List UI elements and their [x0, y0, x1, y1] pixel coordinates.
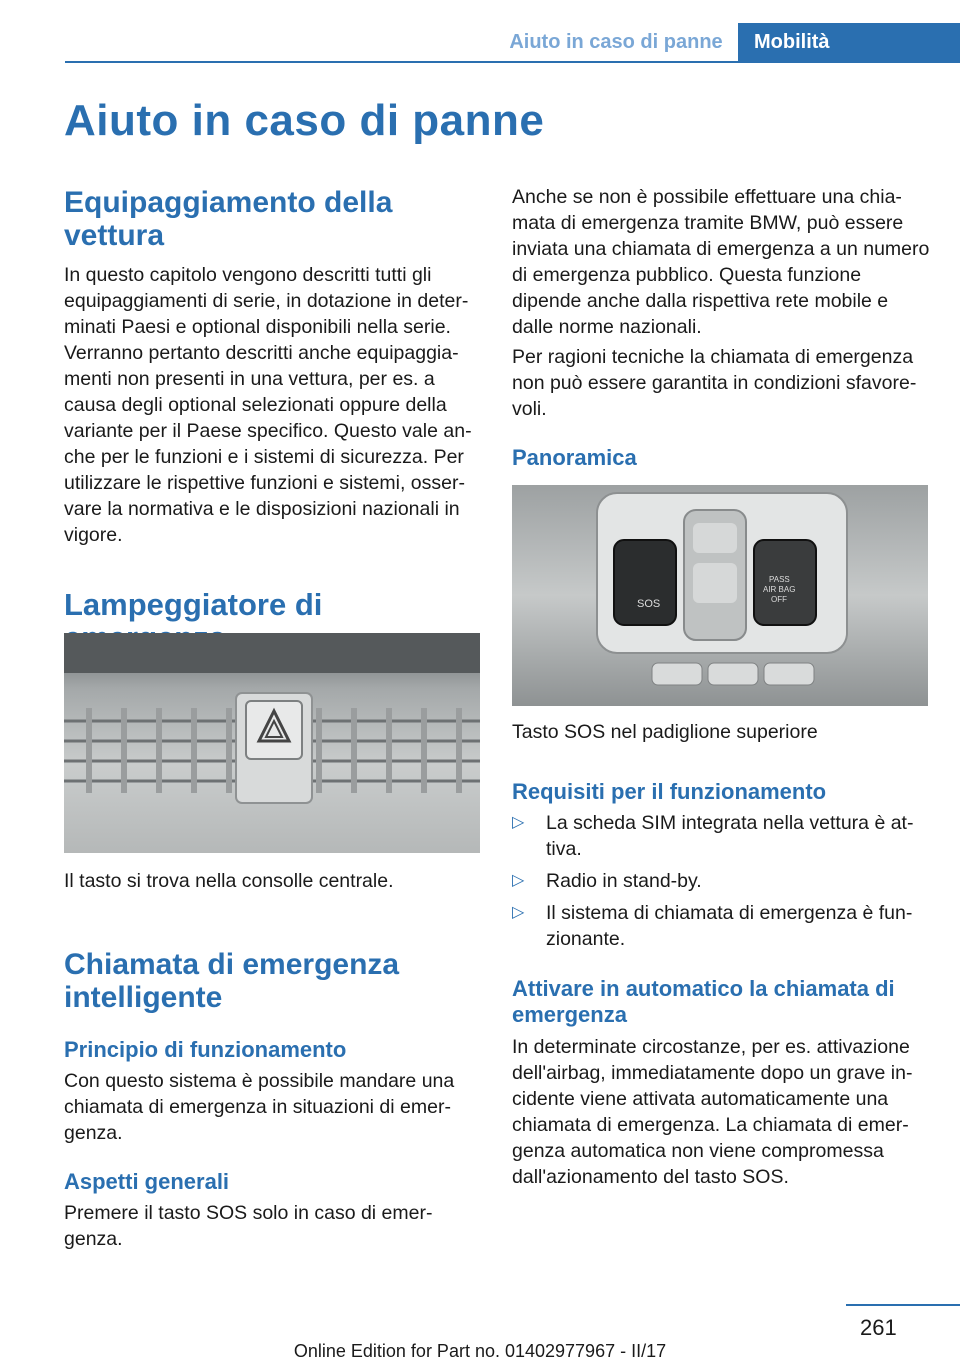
ecall-heading: Chiamata di emergenza intelligente [64, 948, 400, 1014]
sos-caption: Tasto SOS nel padiglione superiore [512, 721, 818, 743]
triangle-bullet-icon: ▷ [512, 904, 525, 921]
auto-heading: Attivare in automatico la chiamata di emergenza [512, 976, 895, 1027]
general-heading: Aspetti generali [64, 1169, 230, 1194]
requirements-list [512, 810, 932, 952]
header-divider [65, 61, 960, 63]
intro-text: Anche se non è possibile effettuare una chiamata di emergenza tramite BMW, può essere inviata una chiamata di emergenza a un numero di emergenza pubblico. Questa funzione dipende anche dalla rispettiva rete mobile e dalle norme nazionali. [512, 186, 930, 338]
principle-heading: Principio di funzionamento [64, 1037, 347, 1062]
svg-text:SOS: SOS [637, 598, 661, 610]
overview-heading: Panoramica [512, 445, 637, 470]
list-item: ▷ Il sistema di chiamata di emergenza è funzionante. [512, 902, 913, 950]
equip-heading: Equipaggiamento della vettura [64, 186, 393, 252]
hazard-photo-graphic [64, 633, 480, 853]
sos-button-photo [512, 485, 928, 706]
svg-text:AIR BAG: AIR BAG [763, 585, 796, 594]
list-item: ▷ Radio in stand-by. [512, 870, 702, 892]
auto-text: In determinate circostanze, per es. attivazione dell'airbag, immediatamente dopo un grave incidente viene attivata automaticamente una chiamata di emergenza. La chiamata di emergenza automatica non viene compromessa dall'azionamento del tasto SOS. [512, 1036, 913, 1188]
requirements-heading: Requisiti per il funzionamento [512, 779, 827, 804]
hazard-caption: Il tasto si trova nella consolle centrale. [64, 870, 394, 892]
header-chapter-tab[interactable]: Mobilità [738, 23, 960, 61]
triangle-bullet-icon: ▷ [512, 872, 525, 889]
page-number: 261 [860, 1315, 897, 1340]
page-title: Aiuto in caso di panne [64, 96, 545, 145]
principle-text: Con questo sistema è possibile mandare una chiamata di emergenza in situazioni di emergenza. [64, 1070, 455, 1144]
general-text: Premere il tasto SOS solo in caso di emergenza. [64, 1202, 433, 1250]
triangle-bullet-icon: ▷ [512, 814, 525, 831]
equip-text: In questo capitolo vengono descritti tutti gli equipaggiamenti di serie, in dotazione in determinati Paesi e optional disponibili nella serie. Verranno pertanto descritti anche equipaggiamenti non presenti in una vettura, per es. a causa degli optional selezionati oppure della variante per il Paese specifico. Questo vale anche per le funzioni e i sistemi di sicurezza. Per utilizzare le rispettive funzioni e sistemi, osservare la normativa e le disposizioni nazionali in vigore. [64, 264, 472, 546]
hazard-heading: Lampeggiatore di [64, 587, 323, 622]
sos-photo-graphic [512, 485, 928, 706]
tech-text: Per ragioni tecniche la chiamata di emergenza non può essere garantita in condizioni sfavorevoli. [512, 346, 917, 420]
footer-divider [846, 1304, 960, 1306]
edition-footer: Online Edition for Part no. 01402977967 - II/17 [293, 1341, 667, 1361]
svg-text:OFF: OFF [771, 595, 787, 604]
svg-text:PASS: PASS [769, 575, 790, 584]
hazard-button-photo [64, 633, 480, 853]
list-item: ▷ La scheda SIM integrata nella vettura è attiva. [512, 812, 914, 860]
header-section-label[interactable]: Aiuto in caso di panne [509, 31, 723, 53]
